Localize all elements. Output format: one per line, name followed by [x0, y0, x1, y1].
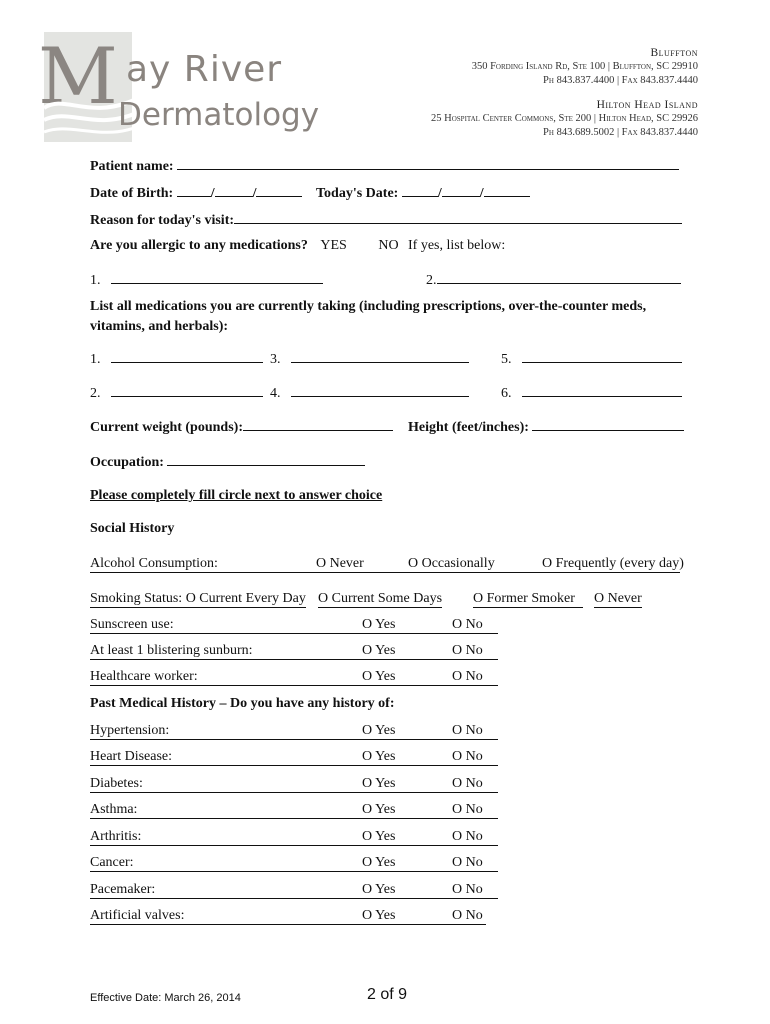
smoking-never-option[interactable]: O Never [594, 591, 642, 606]
healthcare-worker-yes-option[interactable]: O Yes [362, 669, 396, 684]
diabetes-no-option[interactable]: O No [452, 776, 483, 791]
patient-name-field[interactable] [177, 157, 679, 170]
smoking-label: Smoking Status: [90, 591, 183, 606]
pacemaker-label: Pacemaker: [90, 882, 156, 897]
smoking-row [90, 591, 650, 608]
sunscreen-row [90, 617, 498, 634]
cancer-label: Cancer: [90, 855, 134, 870]
artificial-valves-label: Artificial valves: [90, 908, 185, 923]
dob-day-field[interactable] [215, 184, 253, 197]
allergy-row [90, 238, 308, 254]
med-6-field[interactable] [522, 384, 682, 397]
height-field[interactable] [532, 418, 684, 431]
med-5-field[interactable] [522, 350, 682, 363]
occupation-label: Occupation: [90, 455, 164, 470]
height-label: Height (feet/inches): [408, 420, 529, 435]
allergy-1-row [90, 271, 323, 289]
allergy-if-yes: If yes, list below: [408, 238, 506, 253]
allergy-question: Are you allergic to any medications? [90, 238, 308, 253]
fill-circle-instruction: Please completely fill circle next to answer choice [90, 488, 383, 503]
allergy-2-row [426, 271, 681, 289]
sunburn-yes-option[interactable]: O Yes [362, 643, 396, 658]
heart-disease-no-option[interactable]: O No [452, 749, 483, 764]
med-2-field[interactable] [111, 384, 263, 397]
allergy-1-number: 1. [90, 273, 101, 288]
alcohol-row [90, 556, 684, 573]
hypertension-no-option[interactable]: O No [452, 723, 483, 738]
asthma-yes-option[interactable]: O Yes [362, 802, 396, 817]
med-5-number: 5. [501, 352, 512, 367]
med-4-row [270, 384, 469, 402]
office-city: Bluffton [650, 47, 698, 59]
alcohol-never-option[interactable]: O Never [316, 556, 364, 571]
dob-row: Date of Birth: / / [90, 184, 302, 202]
smoking-current-some-days-option[interactable]: O Current Some Days [318, 591, 443, 606]
hypertension-row [90, 723, 498, 740]
sunburn-row [90, 643, 498, 660]
weight-field[interactable] [243, 418, 393, 431]
office-phone: Ph 843.689.5002 | Fax 843.837.4440 [543, 127, 698, 138]
diabetes-label: Diabetes: [90, 776, 143, 791]
dob-year-field[interactable] [256, 184, 302, 197]
sunscreen-no-option[interactable]: O No [452, 617, 483, 632]
asthma-row [90, 802, 498, 819]
cancer-yes-option[interactable]: O Yes [362, 855, 396, 870]
sunscreen-yes-option[interactable]: O Yes [362, 617, 396, 632]
allergy-2-number: 2. [426, 273, 437, 288]
arthritis-row [90, 829, 498, 846]
heart-disease-row [90, 749, 498, 766]
medications-instruction: List all medications you are currently taking (including prescriptions, over-the-counter meds, vitamins, and herbals): [90, 299, 647, 334]
office-bluffton [472, 46, 698, 88]
arthritis-no-option[interactable]: O No [452, 829, 483, 844]
today-day-field[interactable] [442, 184, 480, 197]
med-4-number: 4. [270, 386, 281, 401]
height-row [408, 418, 684, 436]
weight-row [90, 418, 393, 436]
sunburn-no-option[interactable]: O No [452, 643, 483, 658]
heart-disease-label: Heart Disease: [90, 749, 173, 764]
med-3-number: 3. [270, 352, 281, 367]
sunburn-label: At least 1 blistering sunburn: [90, 643, 253, 658]
office-city: Hilton Head Island [596, 99, 698, 111]
cancer-no-option[interactable]: O No [452, 855, 483, 870]
alcohol-frequently-option[interactable]: O Frequently (every day) [542, 556, 684, 571]
today-year-field[interactable] [484, 184, 530, 197]
weight-label: Current weight (pounds): [90, 420, 243, 435]
heart-disease-yes-option[interactable]: O Yes [362, 749, 396, 764]
med-4-field[interactable] [291, 384, 469, 397]
office-address: 25 Hospital Center Commons, Ste 200 | Hilton Head, SC 29926 [431, 113, 698, 124]
todays-date-row: Today's Date: / / [316, 184, 530, 202]
reason-label: Reason for today's visit: [90, 213, 235, 228]
artificial-valves-yes-option[interactable]: O Yes [362, 908, 396, 923]
pacemaker-row [90, 882, 498, 899]
med-2-row [90, 384, 263, 402]
arthritis-label: Arthritis: [90, 829, 142, 844]
allergy-1-field[interactable] [111, 271, 323, 284]
artificial-valves-no-option[interactable]: O No [452, 908, 483, 923]
med-1-row [90, 350, 263, 368]
diabetes-row [90, 776, 498, 793]
pacemaker-yes-option[interactable]: O Yes [362, 882, 396, 897]
office-phone: Ph 843.837.4400 | Fax 843.837.4440 [543, 75, 698, 86]
med-3-row [270, 350, 469, 368]
med-3-field[interactable] [291, 350, 469, 363]
dob-month-field[interactable] [177, 184, 211, 197]
alcohol-label: Alcohol Consumption: [90, 556, 218, 571]
smoking-label-group [90, 591, 306, 608]
pacemaker-no-option[interactable]: O No [452, 882, 483, 897]
allergy-no-checkbox[interactable]: NO [364, 238, 385, 253]
page-number: 2 of 9 [367, 986, 408, 1003]
cancer-row [90, 855, 498, 872]
patient-name-row [90, 157, 679, 175]
allergy-2-field[interactable] [437, 271, 681, 284]
practice-logo [36, 30, 320, 145]
office-address: 350 Fording Island Rd, Ste 100 | Bluffton, SC 29910 [471, 61, 698, 72]
todays-date-label: Today's Date: [316, 186, 399, 201]
reason-field[interactable] [234, 211, 682, 224]
med-6-number: 6. [501, 386, 512, 401]
logo-line-2: Dermatology [118, 97, 320, 133]
artificial-valves-row [90, 908, 486, 925]
med-1-field[interactable] [111, 350, 263, 363]
reason-row [90, 211, 682, 229]
today-month-field[interactable] [402, 184, 438, 197]
logo-m: M [38, 32, 118, 122]
arthritis-yes-option[interactable]: O Yes [362, 829, 396, 844]
med-6-row [501, 384, 682, 402]
allergy-yes-checkbox[interactable]: YES [306, 238, 333, 253]
smoking-current-every-day-option[interactable]: O Current Every Day [185, 591, 306, 606]
asthma-no-option[interactable]: O No [452, 802, 483, 817]
sunscreen-label: Sunscreen use: [90, 617, 174, 632]
patient-name-label: Patient name: [90, 159, 174, 174]
social-history-heading: Social History [90, 521, 175, 536]
smoking-former-option[interactable]: O Former Smoker [473, 591, 583, 608]
diabetes-yes-option[interactable]: O Yes [362, 776, 396, 791]
medical-history-heading: Past Medical History – Do you have any history of: [90, 696, 395, 711]
hypertension-yes-option[interactable]: O Yes [362, 723, 396, 738]
alcohol-occasionally-option[interactable]: O Occasionally [408, 556, 495, 571]
occupation-row [90, 453, 365, 471]
hypertension-label: Hypertension: [90, 723, 170, 738]
occupation-field[interactable] [167, 453, 365, 466]
logo-line-1: ay River [126, 49, 283, 90]
med-5-row [501, 350, 682, 368]
med-2-number: 2. [90, 386, 101, 401]
healthcare-worker-no-option[interactable]: O No [452, 669, 483, 684]
effective-date: Effective Date: March 26, 2014 [90, 992, 241, 1004]
office-hilton-head [431, 98, 698, 140]
healthcare-worker-row [90, 669, 498, 686]
healthcare-worker-label: Healthcare worker: [90, 669, 198, 684]
dob-label: Date of Birth: [90, 186, 174, 201]
med-1-number: 1. [90, 352, 101, 367]
asthma-label: Asthma: [90, 802, 138, 817]
